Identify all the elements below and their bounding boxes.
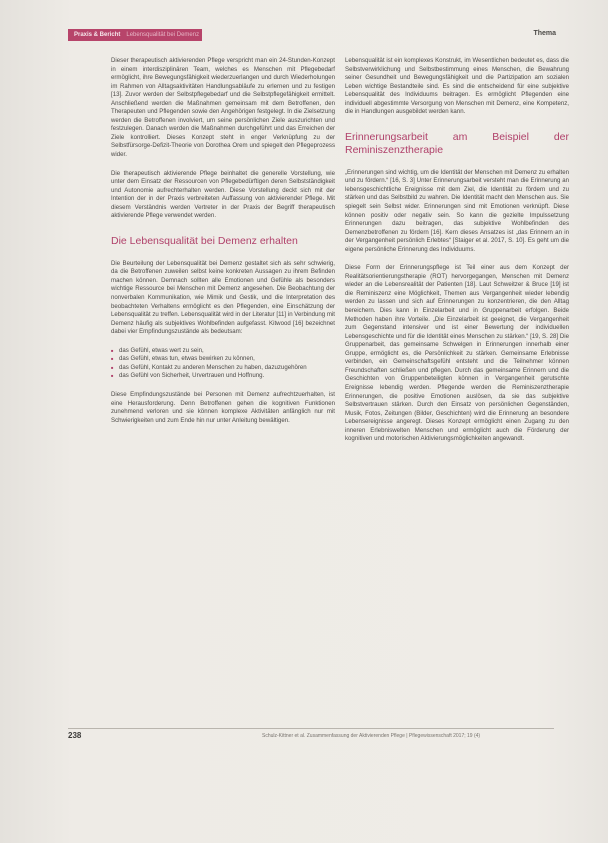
paragraph: Diese Empfindungszustände bei Personen mit Demenz aufrechtzuerhalten, ist eine Herausforderung. Denn Betroffenen gehen die kognitiven Funktionen zunehmend verloren und sie können komplexe Aktivitäten anfänglich nur mit Schwierigkeiten und zum Ende hin nur unter Anleitung bewältigen. xyxy=(111,390,335,424)
page-number: 238 xyxy=(68,731,82,740)
footer-citation: Schulz-Kittner et al. Zusammenfassung der Aktivierenden Pflege | Pflegewissenschaft 2017; 19 (4) xyxy=(262,733,481,739)
subsection-label: Lebensqualität bei Demenz xyxy=(126,32,200,38)
footer-divider xyxy=(68,728,554,729)
list-item: ■ das Gefühl, etwas wert zu sein, xyxy=(111,347,335,356)
list-item: ■ das Gefühl von Sicherheit, Urvertrauen und Hoffnung. xyxy=(111,372,335,381)
paragraph: Die therapeutisch aktivierende Pflege beinhaltet die generelle Vorstellung, wie unter dem Einsatz der Ressourcen von Pflegebedürftigen deren Selbstständigkeit und Autonomie aufrechterhalten werden. Diese Vorstellung deckt sich mit der Intention der in der Praxis verbreiteten Auffassung von aktivierender Pflege. Mit diesem Verständnis werden Vertreter in der Praxis der Begriff therapeutisch aktivierende Pflege verwendet werden. xyxy=(111,169,335,220)
paragraph: Die Beurteilung der Lebensqualität bei Demenz gestaltet sich als sehr schwierig, da die Betroffenen zuweilen selbst keine konkreten Aussagen zu ihrem Befinden machen können. Demnach sollten alle Emotionen und Gefühle als besonders wichtige Ressource bei Menschen mit Demenz angesehen. Die Beobachtung der nonverbalen Kommunikation, wie Mimik und Gestik, und die Interpretation des beobachteten Verhaltens ermöglicht es den Pflegenden, eine Einschätzung der Lebensqualität zu treffen. Lebensqualität wird in der Literatur [11] in Verbindung mit Demenz häufig als subjektives Wohlbefinden aufgefasst. Kitwood [16] bezeichnet dabei vier Empfindungszustände als bedeutsam: xyxy=(111,259,335,336)
section-label: Praxis & Bericht xyxy=(74,32,121,38)
section-heading: Die Lebensqualität bei Demenz erhalten xyxy=(111,234,298,247)
bullet-list xyxy=(111,347,335,381)
topic-label: Thema xyxy=(533,30,556,37)
list-item: ■ das Gefühl, Kontakt zu anderen Menschen zu haben, dazuzugehören xyxy=(111,364,335,373)
paragraph: Lebensqualität ist ein komplexes Konstrukt, im Wesentlichen bedeutet es, dass die Selbstverwirklichung und Selbstbestimmung eines Menschen, die Bewahrung seiner Gesundheit und Bewegungsfähigkeit und die Partizipation am sozialen Leben wichtige Bestandteile sind. Es sind die entscheidend für eine subjektive Lebensqualität des Individuums beitragen. Es ermöglicht Pflegenden eine individuell abgestimmte Versorgung von Menschen mit Demenz, eine Kompetenz, die in Handlungen ausgebildet werden kann. xyxy=(345,57,569,116)
right-column xyxy=(345,57,569,454)
paragraph: Dieser therapeutisch aktivierenden Pflege verspricht man ein 24-Stunden-Konzept in einem interdisziplinären Team, welches es Menschen mit Pflegebedarf ermöglicht, ihre Bewegungsfähigkeit wiederzuerlangen und durch Wiederholungen im Rahmen von Alltagsaktivitäten Handlungsabläufe zu erlernen und zu festigen [13]. Zuvor werden der Selbstpflegebedarf und die Selbstpflegefähigkeit ermittelt. Anschließend werden die Maßnahmen gemeinsam mit dem Betroffenen, den Therapeuten und Pflegenden sowie den Angehörigen festgelegt. In die Zielsetzung werden die Betroffenen involviert, um seine persönlichen Ziele auszurichten und festzulegen. Danach werden die Maßnahmen durchgeführt und das Erreichen der Ziele kontrolliert. Dieses Konzept steht in enger Verknüpfung zu der Selbstfürsorge-Defizit-Theorie von Dorothea Orem und spiegelt den Pflegeprozess wider. xyxy=(111,57,335,159)
section-heading: Erinnerungsarbeit am Beispiel der Reminiszenztherapie xyxy=(345,130,569,156)
paragraph: Diese Form der Erinnerungspflege ist Teil einer aus dem Konzept der Realitätsorientierungstherapie (ROT) hervorgegangen, Menschen mit Demenz wieder an die Lebensrealität der Patienten [18]. Laut Schweitzer & Bruce [19] ist die Reminiszenz eine Möglichkeit, Themen aus Vergangenheit wieder lebendig werden zu lassen und sich auf Erinnerungen zu konzentrieren, die den Alltag bereichern. Dies kann in Einzelarbeit und in Gruppenarbeit erfolgen. Beide Methoden haben ihre Vorteile. „Die Einzelarbeit ist geeignet, die Vergangenheit zum Gegenstand intensiver und ist einer Bewertung der individuellen Lebensgeschichte und für die Identität eines Menschen zu stärken.“ [19, S. 28] Die Gruppenarbeit, das gemeinsame Schwelgen in Erinnerungen innerhalb einer Gruppe, ermöglicht es, die Persönlichkeit zu stärken. Gemeinsame Erlebnisse verbinden, ein Gemeinschaftsgefühl entsteht und die Teilnehmer können Freundschaften schließen und pflegen. Durch das gemeinsame Erinnern und die Geschichten von Gruppenbeteiligten können in Vergangenheit gerutschte Ereignisse lebendig werden. Pflegende werden die Reminiszenztherapie Erinnerungen, die positive Emotionen auslösen, da sie das subjektive Selbstvertrauen stärken. Durch den Einsatz von persönlichen Gegenständen, Musik, Fotos, Zeitungen (Bilder, Geschichten) wird die Erinnerung an besondere Lebensereignisse angeregt. Dieses Konzept ermöglicht einen Zugang zu den inneren Erlebniswelten Menschen und ermöglicht auch die Förderung der kognitiven und motorischen Aktivierungsmöglichkeiten angewandt. xyxy=(345,264,569,443)
list-item: ■ das Gefühl, etwas tun, etwas bewirken zu können, xyxy=(111,355,335,364)
section-header-band xyxy=(68,29,202,41)
paragraph: „Erinnerungen sind wichtig, um die Identität der Menschen mit Demenz zu erhalten und zu fördern.“ [16, S. 3] Unter Erinnerungsarbeit versteht man die Erinnerung an lebensgeschichtliche Ereignisse mit dem Ziel, die Identität zu fördern und zu stärken und das Selbstbild zu wahren. Die Identität macht den Menschen aus. Sie spiegelt sein Selbst wider. Erinnerungen sind mit Emotionen verknüpft. Diese können positiv oder negativ sein. So kann die gezielte Impulssetzung Erinnerungen dazu beitragen, das subjektive Wohlbefinden des Demenzbetroffenen zu fördern [16]. Kern dieses Ansatzes ist „das Erinnern an in der Vergangenheit persönlich Erlebtes“ [Staiger et al. 2017, S. 10]. Es geht um die eigene persönliche Erinnerung des Individuums. xyxy=(345,168,569,253)
left-column xyxy=(111,57,335,435)
